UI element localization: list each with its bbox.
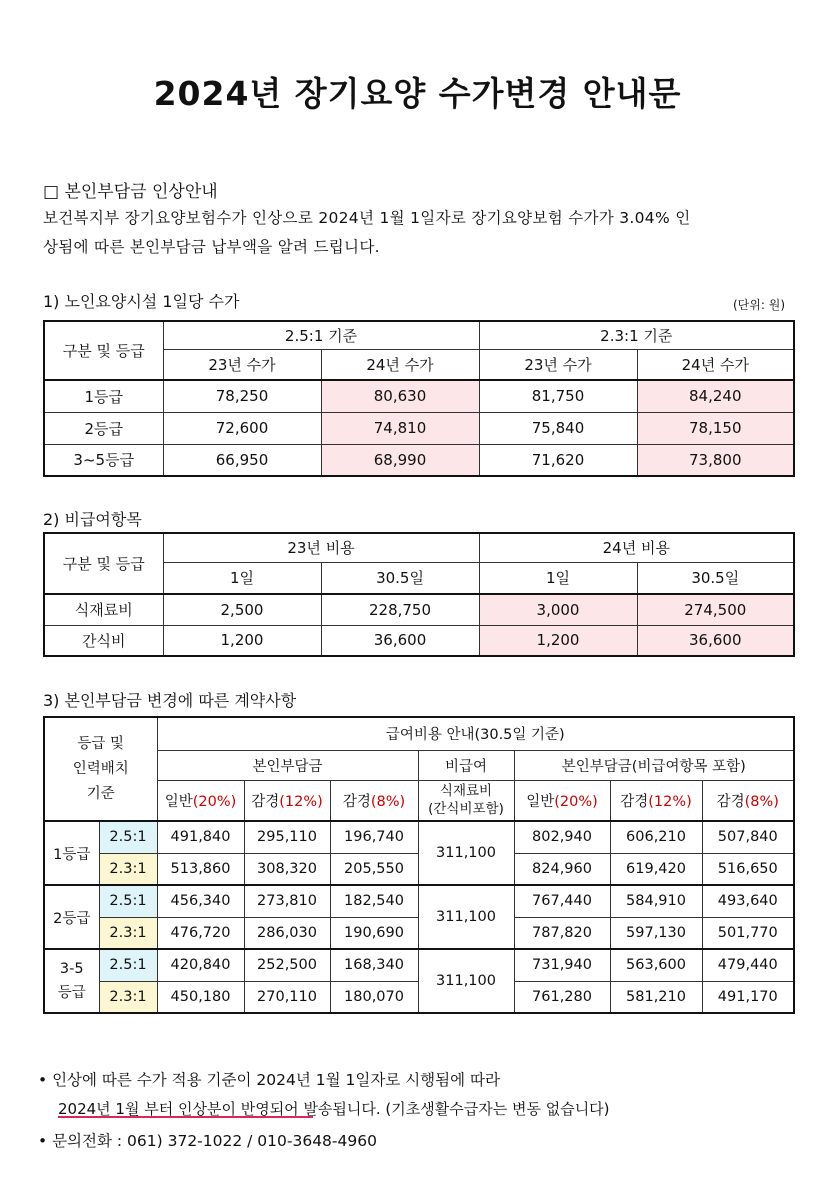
table2-group-b: 24년 비용 xyxy=(479,533,794,562)
table-cell: 767,440 xyxy=(514,885,610,917)
corner-line: 인력배치 xyxy=(72,760,129,777)
col-food xyxy=(418,780,514,821)
footer-note-1: • 인상에 따른 수가 적용 기준이 2024년 1월 1일자로 시행됨에 따라 xyxy=(38,1071,500,1089)
table-cell: 1,200 xyxy=(163,625,321,656)
table-cell: 205,550 xyxy=(330,853,418,885)
table-cell: 619,420 xyxy=(610,853,702,885)
table-cell: 501,770 xyxy=(702,917,794,949)
table-cell: 196,740 xyxy=(330,821,418,853)
col-pct: (8%) xyxy=(370,793,406,810)
table-cell: 81,750 xyxy=(479,380,637,412)
grade-line: 등급 xyxy=(57,985,86,1001)
table-contract xyxy=(43,716,795,1014)
table-cell: 761,280 xyxy=(514,981,610,1013)
col-header: 1일 xyxy=(163,562,321,594)
table-cell: 479,440 xyxy=(702,949,794,981)
table-cell: 491,840 xyxy=(157,821,244,853)
page-title: 2024년 장기요양 수가변경 안내문 xyxy=(153,74,682,113)
table-cell: 513,860 xyxy=(157,853,244,885)
col-general xyxy=(157,780,244,821)
table-cell: 273,810 xyxy=(244,885,330,917)
corner-line: 기준 xyxy=(86,785,115,802)
grade-label: 1등급 xyxy=(44,821,99,885)
table-row xyxy=(44,380,794,412)
row-label: 식재료비 xyxy=(44,594,163,625)
nonpay-cell: 311,100 xyxy=(418,949,514,1013)
table-cell: 71,620 xyxy=(479,444,637,476)
col-pct: (8%) xyxy=(744,793,779,810)
table-cell: 456,340 xyxy=(157,885,244,917)
table2-heading: 2) 비급여항목 xyxy=(43,510,142,529)
table-cell: 507,840 xyxy=(702,821,794,853)
col-reduced-12-total xyxy=(610,780,702,821)
intro-line-1: 보건복지부 장기요양보험수가 인상으로 2024년 1월 1일자로 장기요양보험 수가가 3.04% 인 xyxy=(43,209,691,227)
table-cell: 180,070 xyxy=(330,981,418,1013)
row-label: 2등급 xyxy=(44,412,163,444)
intro-line-2: 상됨에 따른 본인부담금 납부액을 알려 드립니다. xyxy=(43,238,380,256)
col-header: 23년 수가 xyxy=(163,349,321,380)
col-reduced-8-total xyxy=(702,780,794,821)
table-cell: 3,000 xyxy=(479,594,637,625)
table-cell: 72,600 xyxy=(163,412,321,444)
table3-heading: 3) 본인부담금 변경에 따른 계약사항 xyxy=(43,691,297,710)
table-cell: 80,630 xyxy=(321,380,479,412)
table-cell: 270,110 xyxy=(244,981,330,1013)
table1-group-a: 2.5:1 기준 xyxy=(163,321,479,349)
table-row xyxy=(44,594,794,625)
table-cell: 476,720 xyxy=(157,917,244,949)
table2-group-a: 23년 비용 xyxy=(163,533,479,562)
grade-label xyxy=(44,949,99,1013)
table-cell: 731,940 xyxy=(514,949,610,981)
table-cell: 1,200 xyxy=(479,625,637,656)
table-row xyxy=(44,444,794,476)
table-cell: 68,990 xyxy=(321,444,479,476)
table-row xyxy=(44,885,794,917)
table-cell: 73,800 xyxy=(637,444,794,476)
group-self-pay: 본인부담금 xyxy=(157,750,418,780)
col-header: 30.5일 xyxy=(637,562,794,594)
table-cell: 2,500 xyxy=(163,594,321,625)
unit-label: (단위: 원) xyxy=(733,298,785,312)
table-cell: 74,810 xyxy=(321,412,479,444)
col-reduced-12 xyxy=(244,780,330,821)
footer-contact: • 문의전화 : 061) 372-1022 / 010-3648-4960 xyxy=(38,1132,377,1150)
table-cell: 168,340 xyxy=(330,949,418,981)
table-cell: 36,600 xyxy=(321,625,479,656)
table3-corner xyxy=(44,717,157,821)
col-header: 1일 xyxy=(479,562,637,594)
table-cell: 420,840 xyxy=(157,949,244,981)
table-cell: 584,910 xyxy=(610,885,702,917)
col-header: 30.5일 xyxy=(321,562,479,594)
table-cell: 228,750 xyxy=(321,594,479,625)
col-text: 일반 xyxy=(526,793,555,810)
corner-line: 등급 및 xyxy=(77,735,125,752)
table-cell: 182,540 xyxy=(330,885,418,917)
table-cell: 606,210 xyxy=(610,821,702,853)
table1-group-b: 2.3:1 기준 xyxy=(479,321,794,349)
grade-label: 2등급 xyxy=(44,885,99,949)
table-cell: 84,240 xyxy=(637,380,794,412)
ratio-cell: 2.5:1 xyxy=(99,949,157,981)
table-cell: 66,950 xyxy=(163,444,321,476)
table3-top-header: 급여비용 안내(30.5일 기준) xyxy=(157,717,794,750)
grade-line: 3-5 xyxy=(59,961,84,977)
ratio-cell: 2.3:1 xyxy=(99,981,157,1013)
col-text: (간식비포함) xyxy=(428,801,504,818)
table-cell: 252,500 xyxy=(244,949,330,981)
table-cell: 450,180 xyxy=(157,981,244,1013)
col-text: 감경 xyxy=(342,793,371,810)
col-general-total xyxy=(514,780,610,821)
table-cell: 78,150 xyxy=(637,412,794,444)
col-reduced-8 xyxy=(330,780,418,821)
group-non-pay: 비급여 xyxy=(418,750,514,780)
table-cell: 581,210 xyxy=(610,981,702,1013)
table-nursing-fee xyxy=(43,320,795,477)
ratio-cell: 2.3:1 xyxy=(99,917,157,949)
nonpay-cell: 311,100 xyxy=(418,821,514,885)
table-cell: 286,030 xyxy=(244,917,330,949)
table-cell: 75,840 xyxy=(479,412,637,444)
table-row xyxy=(44,821,794,853)
table-cell: 295,110 xyxy=(244,821,330,853)
footer-note-1-cont: 2024년 1월 부터 인상분이 반영되어 발송됩니다. (기초생활수급자는 변동 없습니다) xyxy=(58,1100,610,1118)
col-pct: (12%) xyxy=(648,793,692,810)
table-cell: 597,130 xyxy=(610,917,702,949)
ratio-cell: 2.3:1 xyxy=(99,853,157,885)
highlight-underline xyxy=(58,1116,313,1118)
table1-corner: 구분 및 등급 xyxy=(44,321,163,380)
table-cell: 824,960 xyxy=(514,853,610,885)
col-text: 일반 xyxy=(164,793,193,810)
col-header: 23년 수가 xyxy=(479,349,637,380)
col-pct: (12%) xyxy=(279,793,323,810)
nonpay-cell: 311,100 xyxy=(418,885,514,949)
table1-heading: 1) 노인요양시설 1일당 수가 xyxy=(43,292,240,311)
table-non-covered xyxy=(43,532,795,657)
table-cell: 787,820 xyxy=(514,917,610,949)
col-text: 식재료비 xyxy=(439,783,493,800)
col-header: 24년 수가 xyxy=(637,349,794,380)
table-cell: 36,600 xyxy=(637,625,794,656)
table-cell: 274,500 xyxy=(637,594,794,625)
table-cell: 190,690 xyxy=(330,917,418,949)
ratio-cell: 2.5:1 xyxy=(99,885,157,917)
col-text: 감경 xyxy=(251,793,280,810)
row-label: 3~5등급 xyxy=(44,444,163,476)
section-heading: □ 본인부담금 인상안내 xyxy=(43,182,218,202)
col-header: 24년 수가 xyxy=(321,349,479,380)
intro-text xyxy=(43,204,798,262)
col-text: 감경 xyxy=(620,793,649,810)
col-pct: (20%) xyxy=(554,793,598,810)
ratio-cell: 2.5:1 xyxy=(99,821,157,853)
table-cell: 493,640 xyxy=(702,885,794,917)
table-row xyxy=(44,949,794,981)
group-total: 본인부담금(비급여항목 포함) xyxy=(514,750,794,780)
table-row xyxy=(44,412,794,444)
col-text: 감경 xyxy=(716,793,745,810)
table-cell: 308,320 xyxy=(244,853,330,885)
col-pct: (20%) xyxy=(192,793,237,810)
table-cell: 802,940 xyxy=(514,821,610,853)
table-cell: 491,170 xyxy=(702,981,794,1013)
table-row xyxy=(44,625,794,656)
row-label: 간식비 xyxy=(44,625,163,656)
table-cell: 563,600 xyxy=(610,949,702,981)
row-label: 1등급 xyxy=(44,380,163,412)
table2-corner: 구분 및 등급 xyxy=(44,533,163,594)
table-cell: 78,250 xyxy=(163,380,321,412)
table-cell: 516,650 xyxy=(702,853,794,885)
